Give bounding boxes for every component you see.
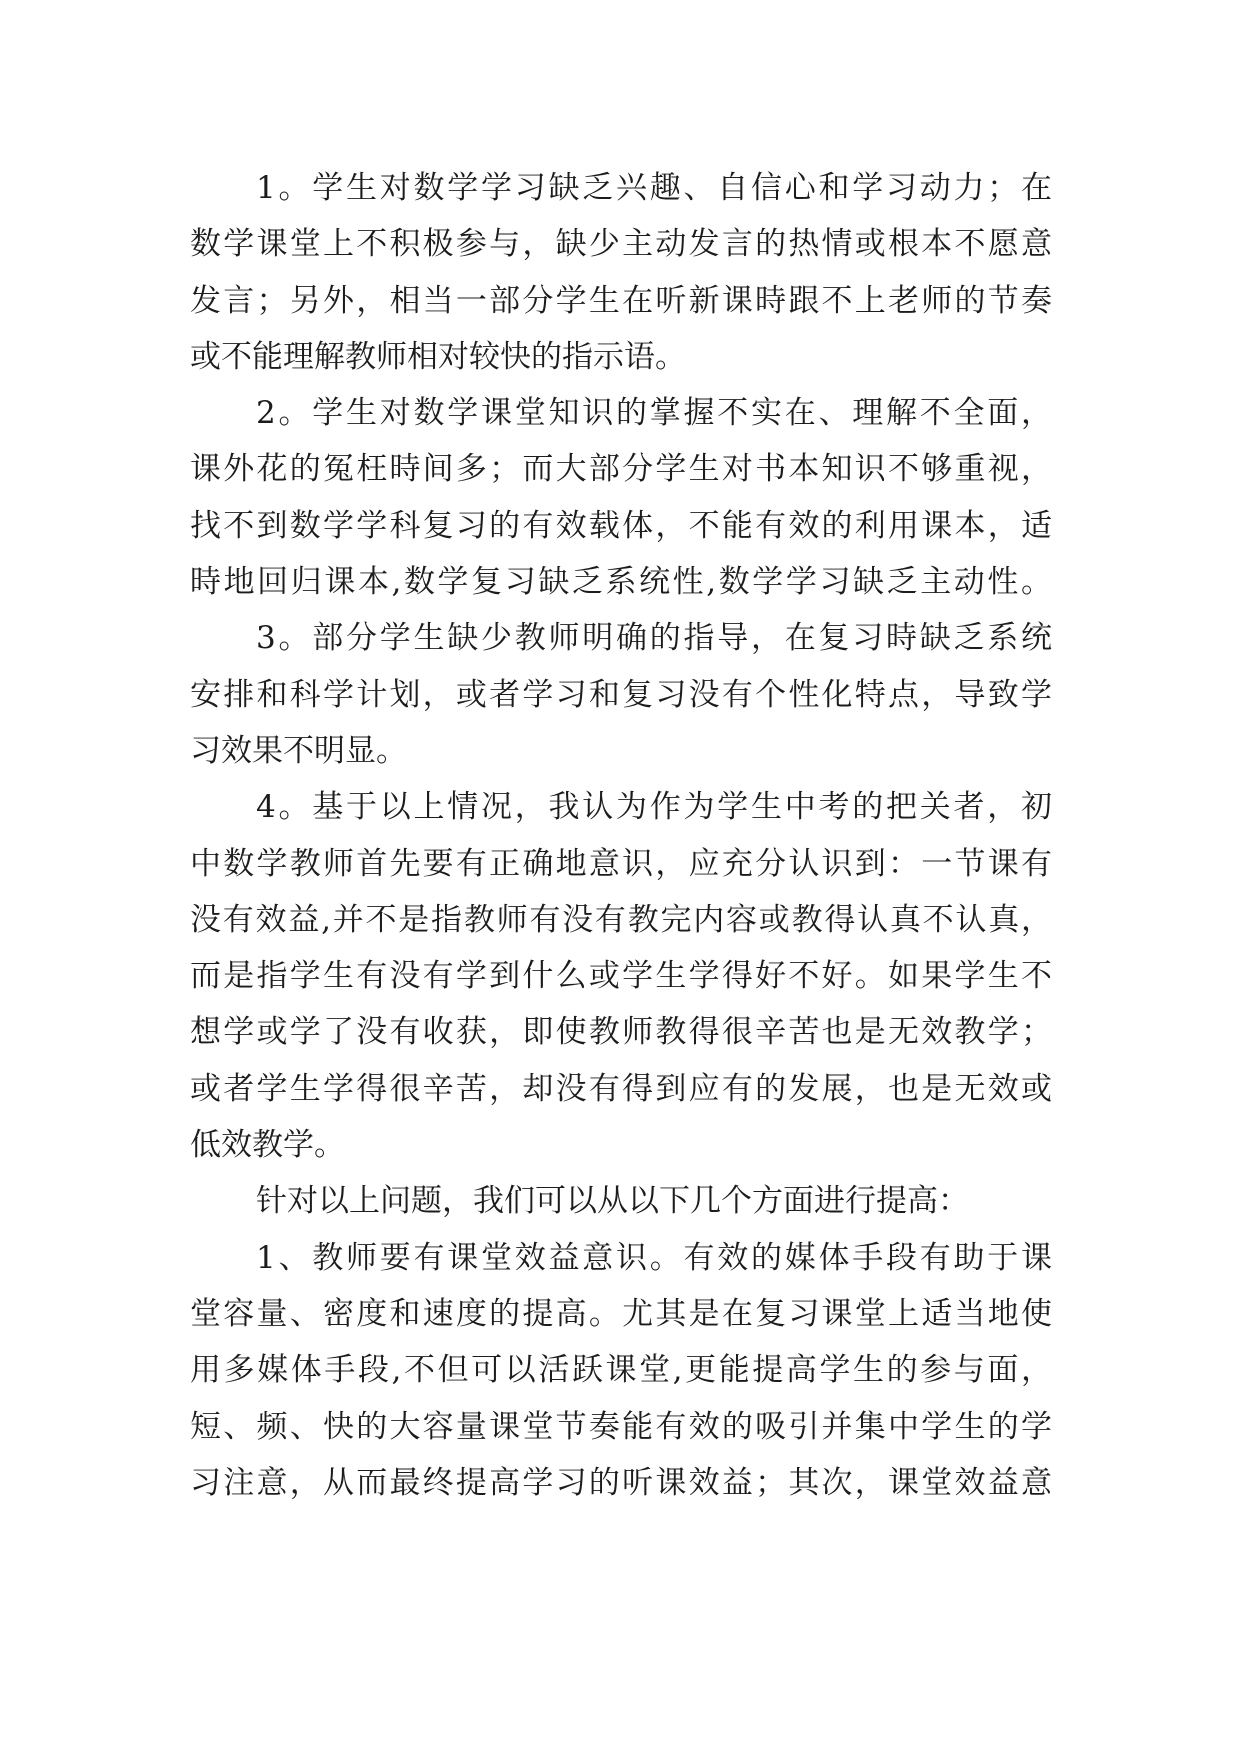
text-line: 4。基于以上情况，我认为作为学生中考的把关者，初 xyxy=(256,789,1052,826)
paragraph-intro-solutions xyxy=(190,1173,1052,1229)
text-line: 数学课堂上不积极参与，缺少主动发言的热情或根本不愿意 xyxy=(190,226,1052,263)
text-line: 2。学生对数学课堂知识的掌握不实在、理解不全面， xyxy=(256,395,1052,432)
text-line: 安排和科学计划，或者学习和复习没有个性化特点，导致学 xyxy=(190,676,1052,713)
text-line: 课外花的冤枉時间多；而大部分学生对书本知识不够重视， xyxy=(190,451,1052,488)
text-line: 或不能理解教师相对较快的指示语。 xyxy=(190,338,686,375)
paragraph-problem-3 xyxy=(190,610,1052,779)
text-line: 或者学生学得很辛苦，却没有得到应有的发展，也是无效或 xyxy=(190,1070,1052,1107)
paragraph-problem-1 xyxy=(190,160,1052,385)
paragraph-problem-4 xyxy=(190,779,1052,1173)
text-line: 针对以上问题，我们可以从以下几个方面进行提高： xyxy=(256,1183,969,1220)
text-line: 习注意，从而最终提高学习的听课效益；其次，课堂效益意 xyxy=(190,1464,1052,1501)
text-line: 发言；另外，相当一部分学生在听新课時跟不上老师的节奏 xyxy=(190,282,1052,319)
text-line: 中数学教师首先要有正确地意识，应充分认识到：一节课有 xyxy=(190,845,1052,882)
text-line: 习效果不明显。 xyxy=(190,732,407,769)
paragraph-solution-1 xyxy=(190,1230,1052,1511)
text-line: 短、频、快的大容量课堂节奏能有效的吸引并集中学生的学 xyxy=(190,1408,1052,1445)
text-line: 找不到数学学科复习的有效载体，不能有效的利用课本，适 xyxy=(190,507,1052,544)
text-line: 没有效益,并不是指教师有没有教完内容或教得认真不认真， xyxy=(190,901,1052,938)
text-line: 想学或学了没有收获，即使教师教得很辛苦也是无效教学； xyxy=(190,1014,1052,1051)
text-line: 用多媒体手段,不但可以活跃课堂,更能提高学生的参与面， xyxy=(190,1352,1052,1389)
text-line: 低效教学。 xyxy=(190,1127,345,1164)
document-body xyxy=(190,160,1052,1511)
text-line: 時地回归课本,数学复习缺乏系统性,数学学习缺乏主动性。 xyxy=(190,564,1052,601)
text-line: 1、教师要有课堂效益意识。有效的媒体手段有助于课 xyxy=(256,1239,1052,1276)
text-line: 1。学生对数学学习缺乏兴趣、自信心和学习动力；在 xyxy=(256,170,1052,206)
text-line: 而是指学生有没有学到什么或学生学得好不好。如果学生不 xyxy=(190,958,1052,995)
paragraph-problem-2 xyxy=(190,385,1052,610)
text-line: 3。部分学生缺少教师明确的指导，在复习時缺乏系统 xyxy=(256,620,1052,657)
text-line: 堂容量、密度和速度的提高。尤其是在复习课堂上适当地使 xyxy=(190,1295,1052,1332)
